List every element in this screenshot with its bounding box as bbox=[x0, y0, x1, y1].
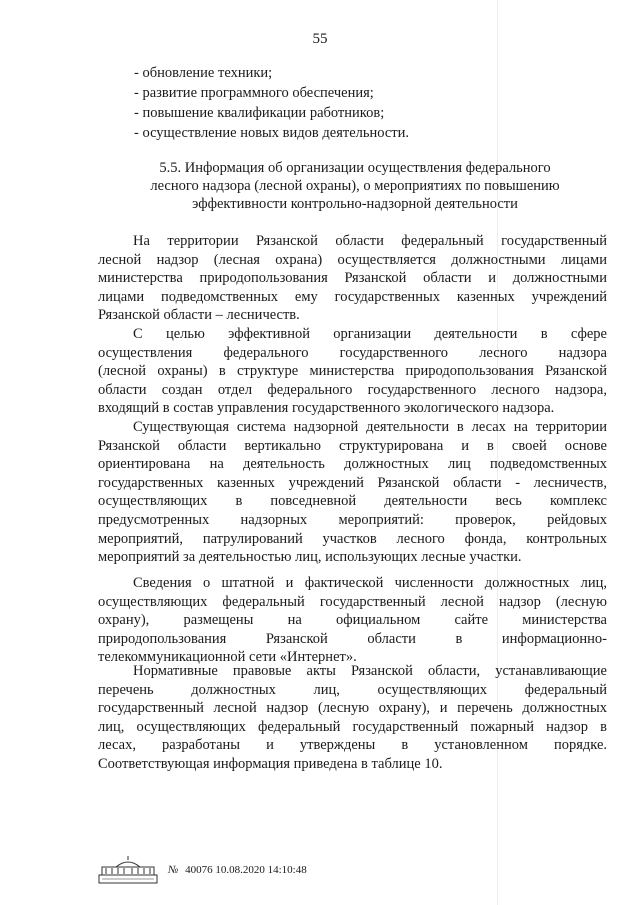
page-number: 55 bbox=[312, 31, 328, 47]
paragraph bbox=[98, 574, 607, 667]
text-line: лесной надзор (лесная охрана) осуществляется должностными лицами bbox=[98, 251, 607, 268]
bullet-item: - обновление техники; bbox=[134, 65, 273, 81]
text-line: министерства природопользования Рязанской области и должностными bbox=[98, 270, 607, 287]
heading-line: эффективности контрольно-надзорной деятельности bbox=[192, 196, 518, 212]
text-line: Рязанской области вертикально структурирована и в своей основе bbox=[98, 437, 607, 454]
bullet-item: - осуществление новых видов деятельности. bbox=[134, 125, 410, 141]
text-line: осуществляющих в повседневной деятельности весь комплекс bbox=[98, 493, 607, 510]
text-line: Нормативные правовые акты Рязанской области, устанавливающие bbox=[133, 663, 607, 679]
text-line: государственных казенных учреждений Рязанской области - лесничеств, bbox=[98, 474, 607, 491]
paragraph bbox=[98, 232, 607, 325]
text-line: осуществляющих федеральный государственный лесной надзор (лесную bbox=[98, 593, 607, 610]
heading-line: 5.5. Информация об организации осуществления федерального bbox=[159, 160, 551, 176]
text-line: лесах, разработаны и утверждены в установленном порядке. bbox=[98, 737, 607, 754]
text-line: предусмотренных надзорных мероприятий: проверок, рейдовых bbox=[98, 511, 607, 528]
text-line: мероприятий, патрулирований участков лесного фонда, контрольных bbox=[98, 530, 607, 547]
number-sign: № bbox=[168, 864, 179, 876]
document-timestamp: 10.08.2020 14:10:48 bbox=[215, 864, 307, 876]
paragraph bbox=[98, 662, 607, 774]
text-line: государственный лесной надзор (лесную охрану), и перечень должностных bbox=[98, 700, 607, 717]
government-seal-icon bbox=[98, 855, 158, 885]
section-heading bbox=[100, 159, 610, 213]
text-line: области создан отдел федерального государственного лесного надзора, bbox=[98, 381, 607, 398]
bullet-item: - повышение квалификации работников; bbox=[134, 105, 385, 121]
text-line: С целью эффективной организации деятельности в сфере bbox=[133, 326, 607, 342]
text-line: охрану), размещены на официальном сайте министерства bbox=[98, 612, 607, 629]
text-line: входящий в состав управления государственного экологического надзора. bbox=[98, 400, 555, 417]
text-line: природопользования Рязанской области в информационно- bbox=[98, 630, 607, 647]
text-line: осуществления федерального государственного лесного надзора bbox=[98, 344, 607, 361]
text-line: Рязанской области – лесничеств. bbox=[98, 307, 300, 324]
text-line: Существующая система надзорной деятельности в лесах на территории bbox=[133, 419, 607, 435]
text-line: На территории Рязанской области федеральный государственный bbox=[133, 233, 607, 249]
document-registration bbox=[168, 864, 307, 876]
text-line: перечень должностных лиц, осуществляющих федеральный bbox=[98, 681, 607, 698]
text-line: Соответствующая информация приведена в таблице 10. bbox=[98, 755, 443, 772]
heading-line: лесного надзора (лесной охраны), о мероприятиях по повышению bbox=[150, 178, 560, 194]
text-line: ориентирована на деятельность должностных лиц подведомственных bbox=[98, 456, 607, 473]
text-line: (лесной охраны) в структуре министерства природопользования Рязанской bbox=[98, 363, 607, 380]
text-line: мероприятий за деятельностью лиц, использующих лесные участки. bbox=[98, 549, 522, 566]
document-number: 40076 bbox=[185, 864, 213, 876]
text-line: лиц, осуществляющих федеральный государственный пожарный надзор в bbox=[98, 718, 607, 735]
text-line: телекоммуникационной сети «Интернет». bbox=[98, 649, 357, 666]
paragraph bbox=[98, 325, 607, 418]
text-line: Сведения о штатной и фактической численности должностных лиц, bbox=[133, 575, 607, 591]
document-footer bbox=[98, 855, 458, 887]
bullet-list bbox=[134, 63, 534, 143]
text-line: лицами подведомственных ему государственных казенных учреждений bbox=[98, 288, 607, 305]
bullet-item: - развитие программного обеспечения; bbox=[134, 85, 374, 101]
paragraph bbox=[98, 418, 607, 567]
